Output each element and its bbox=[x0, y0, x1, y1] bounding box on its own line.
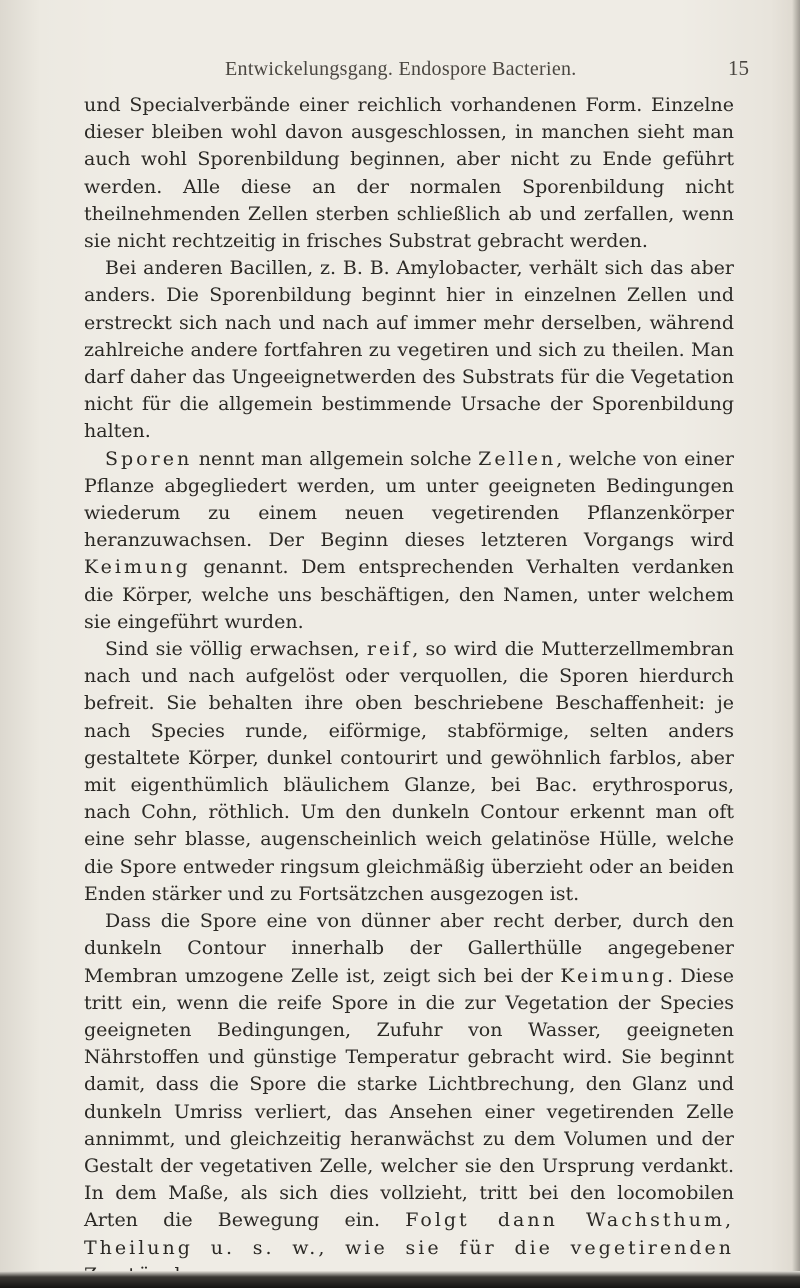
text-segment: , welche von einer Pflanze abgegliedert werden, um unter geeigneten Bedingungen wiederum zu einem neuen vegetirenden Pflanzenkörper heranzuwachsen. Der Beginn dieses letzteren Vorgangs wird bbox=[84, 447, 734, 552]
emphasized-text: Keimung bbox=[84, 556, 191, 579]
emphasized-text: Keimung bbox=[560, 964, 668, 987]
page-number: 15 bbox=[728, 56, 749, 80]
text-segment: nennt man allgemein solche bbox=[192, 447, 479, 470]
text-segment: und Specialverbände einer reichlich vorhandenen Form. Einzelne dieser bleiben wohl davon ausgeschlossen, in manchen sieht man auch wohl Sporenbildung beginnen, aber nicht zu Ende geführt werden. Alle diese an der normalen Sporenbildung nicht theilnehmenden Zellen sterben schließlich ab und zerfallen, wenn sie nicht rechtzeitig in frisches Substrat gebracht werden. bbox=[84, 94, 734, 253]
page-bottom-edge bbox=[0, 1271, 800, 1288]
paragraph bbox=[84, 636, 734, 908]
text-segment: , so wird die Mutterzellmembran nach und nach aufgelöst oder verquollen, die Sporen hierdurch befreit. Sie behalten ihre oben beschriebene Beschaffenheit: je nach Species runde, eiförmige, stabförmige, selten anders gestaltete Körper, dunkel contourirt und gewöhnlich farblos, aber mit eigenthümlich bläulichem Glanze, bei Bac. erythrosporus, nach Cohn, röthlich. Um den dunkeln Contour erkennt man oft eine sehr blasse, augenscheinlich weich gelatinöse Hülle, welche die Spore entweder ringsum gleichmäßig überzieht oder an beiden Enden stärker und zu Fortsätzchen ausgezogen ist. bbox=[84, 638, 734, 905]
text-segment: Sind sie völlig erwachsen, bbox=[105, 638, 367, 661]
emphasized-text: reif bbox=[366, 638, 413, 661]
page-header bbox=[0, 52, 800, 86]
body-text bbox=[84, 92, 734, 1288]
text-segment: Bei anderen Bacillen, z. B. B. Amylobacter, verhält sich das aber anders. Die Sporenbildung beginnt hier in einzelnen Zellen und erstreckt sich nach und nach auf immer mehr derselben, während zahlreiche andere fortfahren zu vegetiren und sich zu theilen. Man darf daher das Ungeeignetwerden des Substrats für die Vegetation nicht für die allgemein bestimmende Ursache der Sporenbildung halten. bbox=[84, 257, 734, 443]
paragraph bbox=[84, 908, 734, 1288]
paragraph bbox=[84, 446, 734, 636]
emphasized-text: Sporen bbox=[105, 447, 193, 470]
emphasized-text: Zellen bbox=[478, 447, 557, 470]
emphasized-text: Folgt dann Wachsthum, Theilung u. s. w., wie sie für die vegetirenden bbox=[84, 1209, 735, 1259]
paragraph bbox=[84, 92, 734, 255]
paragraph bbox=[84, 255, 734, 445]
text-segment: . Diese tritt ein, wenn die reife Spore in die zur Vegetation der Species geeigneten Bedingungen, Zufuhr von Wasser, geeigneten Nährstoffen und günstige Temperatur gebracht wird. Sie beginnt damit, dass die Spore die starke Lichtbrechung, den Glanz und dunkeln Umriss verliert, das Ansehen einer vegetirenden Zelle annimmt, und gleichzeitig heranwächst zu dem Volumen und der Gestalt der vegetativen Zelle, welcher sie den Ursprung verdankt. In dem Maße, als sich dies vollzieht, tritt bei den locomobilen Arten die Bewegung ein. bbox=[84, 964, 734, 1232]
running-title: Entwickelungsgang. Endospore Bacterien. bbox=[225, 58, 577, 80]
text-segment: Dass die Spore eine von dünner aber recht derber, durch den dunkeln Contour innerhalb der Gallerthülle angegebener Membran umzogene Zelle ist, zeigt sich bei der bbox=[84, 910, 734, 987]
page-edge-shadow bbox=[792, 0, 800, 1288]
text-segment: genannt. Dem entsprechenden Verhalten verdanken die Körper, welche uns beschäftigen, den Namen, unter welchem sie eingeführt wurden. bbox=[84, 556, 734, 633]
